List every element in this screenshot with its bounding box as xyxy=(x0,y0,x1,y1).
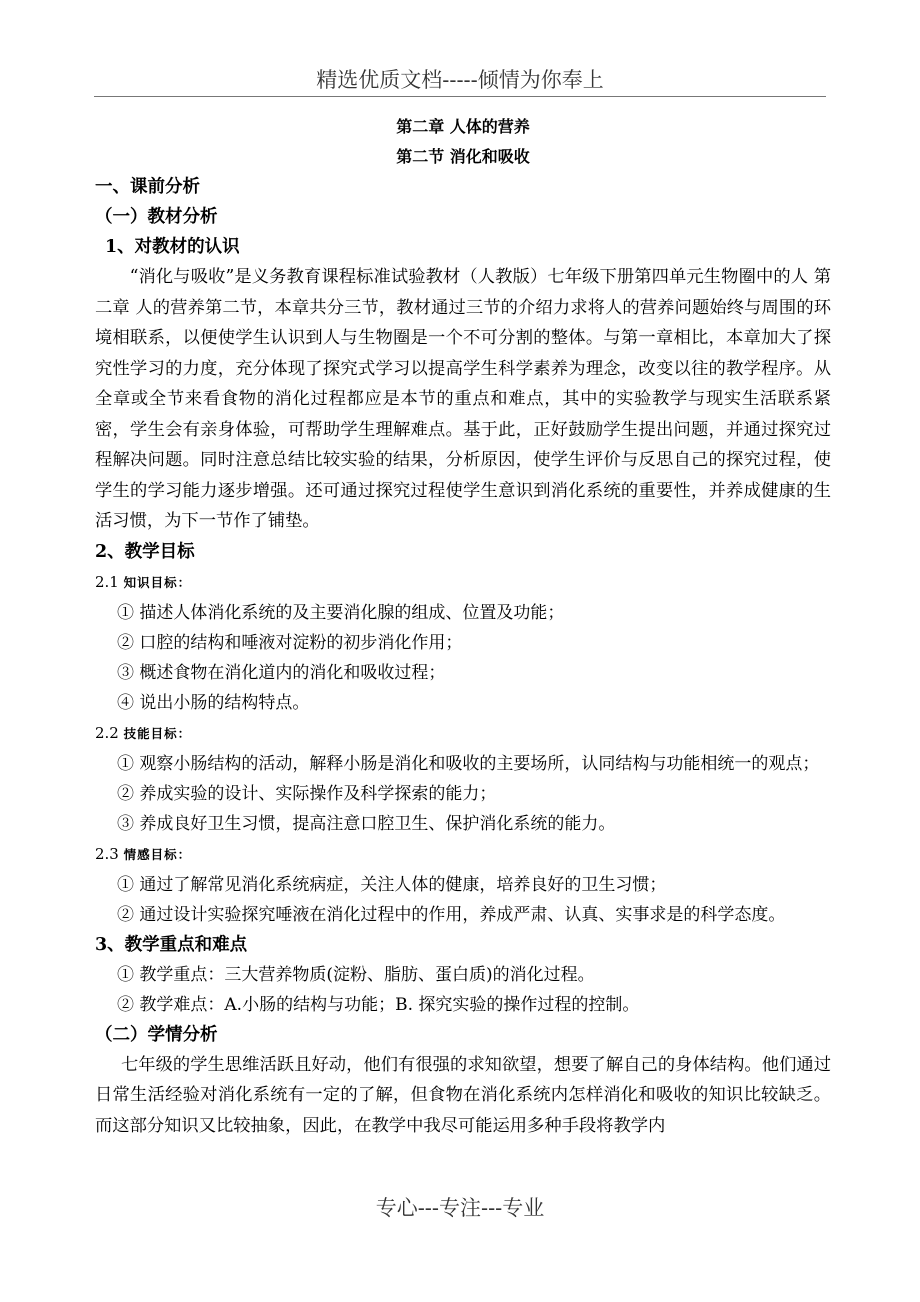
knowledge-goal-item: ② 口腔的结构和唾液对淀粉的初步消化作用； xyxy=(117,632,463,653)
learner-analysis-paragraph: 七年级的学生思维活跃且好动，他们有很强的求知欲望，想要了解自己的身体结构。他们通过日常生活经验对消化系统有一定的了解，但食物在消化系统内怎样消化和吸收的知识比较缺乏。而这部分知识又比较抽象，因此，在教学中我尽可能运用多种手段将教学内 xyxy=(95,1054,831,1136)
textbook-understanding-paragraph: “消化与吸收”是义务教育课程标准试验教材（人教版）七年级下册第四单元生物圈中的人 第二章 人的营养第二节，本章共分三节，教材通过三节的介绍力求将人的营养问题始终与周围的环境相联系，以便使学生认识到人与生物圈是一个不可分割的整体。与第一章相比，本章加大了探究性学习的力度，充分体现了探究式学习以提高学生科学素养为理念，改变以往的教学程序。从全章或全节来看食物的消化过程都应是本节的重点和难点，其中的实验教学与现实生活联系紧密，学生会有亲身体验，可帮助学生理解难点。基于此，正好鼓励学生提出问题，并通过探究过程解决问题。同时注意总结比较实验的结果，分析原因，使学生评价与反思自己的探究过程，使学生的学习能力逐步增强。还可通过探究过程使学生意识到消化系统的重要性，并养成健康的生活习惯，为下一节作了铺垫。 xyxy=(95,267,831,531)
knowledge-goals-number: 2.1 xyxy=(95,572,119,591)
textbook-analysis-heading: （一）教材分析 xyxy=(95,207,218,227)
emotion-goals-label xyxy=(95,839,831,870)
knowledge-goal-item: ③ 概述食物在消化道内的消化和吸收过程； xyxy=(117,662,446,683)
knowledge-goal-item: ④ 说出小肠的结构特点。 xyxy=(117,692,310,713)
skill-goal-item: ③ 养成良好卫生习惯，提高注意口腔卫生、保护消化系统的能力。 xyxy=(117,813,616,834)
skill-goal-item: ① 观察小肠结构的活动，解释小肠是消化和吸收的主要场所，认同结构与功能相统一的观点； xyxy=(117,753,820,774)
page-footer: 专心---专注---专业 xyxy=(375,1196,545,1220)
key-point-item: ② 教学难点：A.小肠的结构与功能；B. 探究实验的操作过程的控制。 xyxy=(117,994,640,1015)
page-header: 精选优质文档-----倾情为你奉上 xyxy=(316,68,604,92)
key-point-item: ① 教学重点：三大营养物质(淀粉、脂肪、蛋白质)的消化过程。 xyxy=(117,964,595,985)
skill-goals-title: 技能目标： xyxy=(123,725,192,741)
teaching-goals-heading: 2、教学目标 xyxy=(95,541,195,562)
knowledge-goal-item: ① 描述人体消化系统的及主要消化腺的组成、位置及功能； xyxy=(117,602,565,623)
section-title: 第二节 消化和吸收 xyxy=(396,147,530,166)
emotion-goals-number: 2.3 xyxy=(95,844,119,863)
emotion-goals-title: 情感目标： xyxy=(123,846,192,862)
header-divider xyxy=(94,96,826,97)
key-points-heading: 3、教学重点和难点 xyxy=(95,934,248,955)
skill-goal-item: ② 养成实验的设计、实际操作及科学探索的能力； xyxy=(117,783,497,804)
textbook-understanding-heading: 1、对教材的认识 xyxy=(105,237,240,257)
skill-goals-label xyxy=(95,718,831,749)
chapter-title: 第二章 人体的营养 xyxy=(396,117,530,136)
document-body xyxy=(95,112,831,1141)
part1-heading: 一、课前分析 xyxy=(95,177,200,197)
learner-analysis-heading: （二）学情分析 xyxy=(95,1024,218,1045)
knowledge-goals-label xyxy=(95,567,831,598)
emotion-goal-item: ② 通过设计实验探究唾液在消化过程中的作用，养成严肃、认真、实事求是的科学态度。 xyxy=(117,904,786,925)
knowledge-goals-title: 知识目标： xyxy=(123,574,192,590)
emotion-goal-item: ① 通过了解常见消化系统病症，关注人体的健康，培养良好的卫生习惯； xyxy=(117,874,667,895)
skill-goals-number: 2.2 xyxy=(95,723,119,742)
